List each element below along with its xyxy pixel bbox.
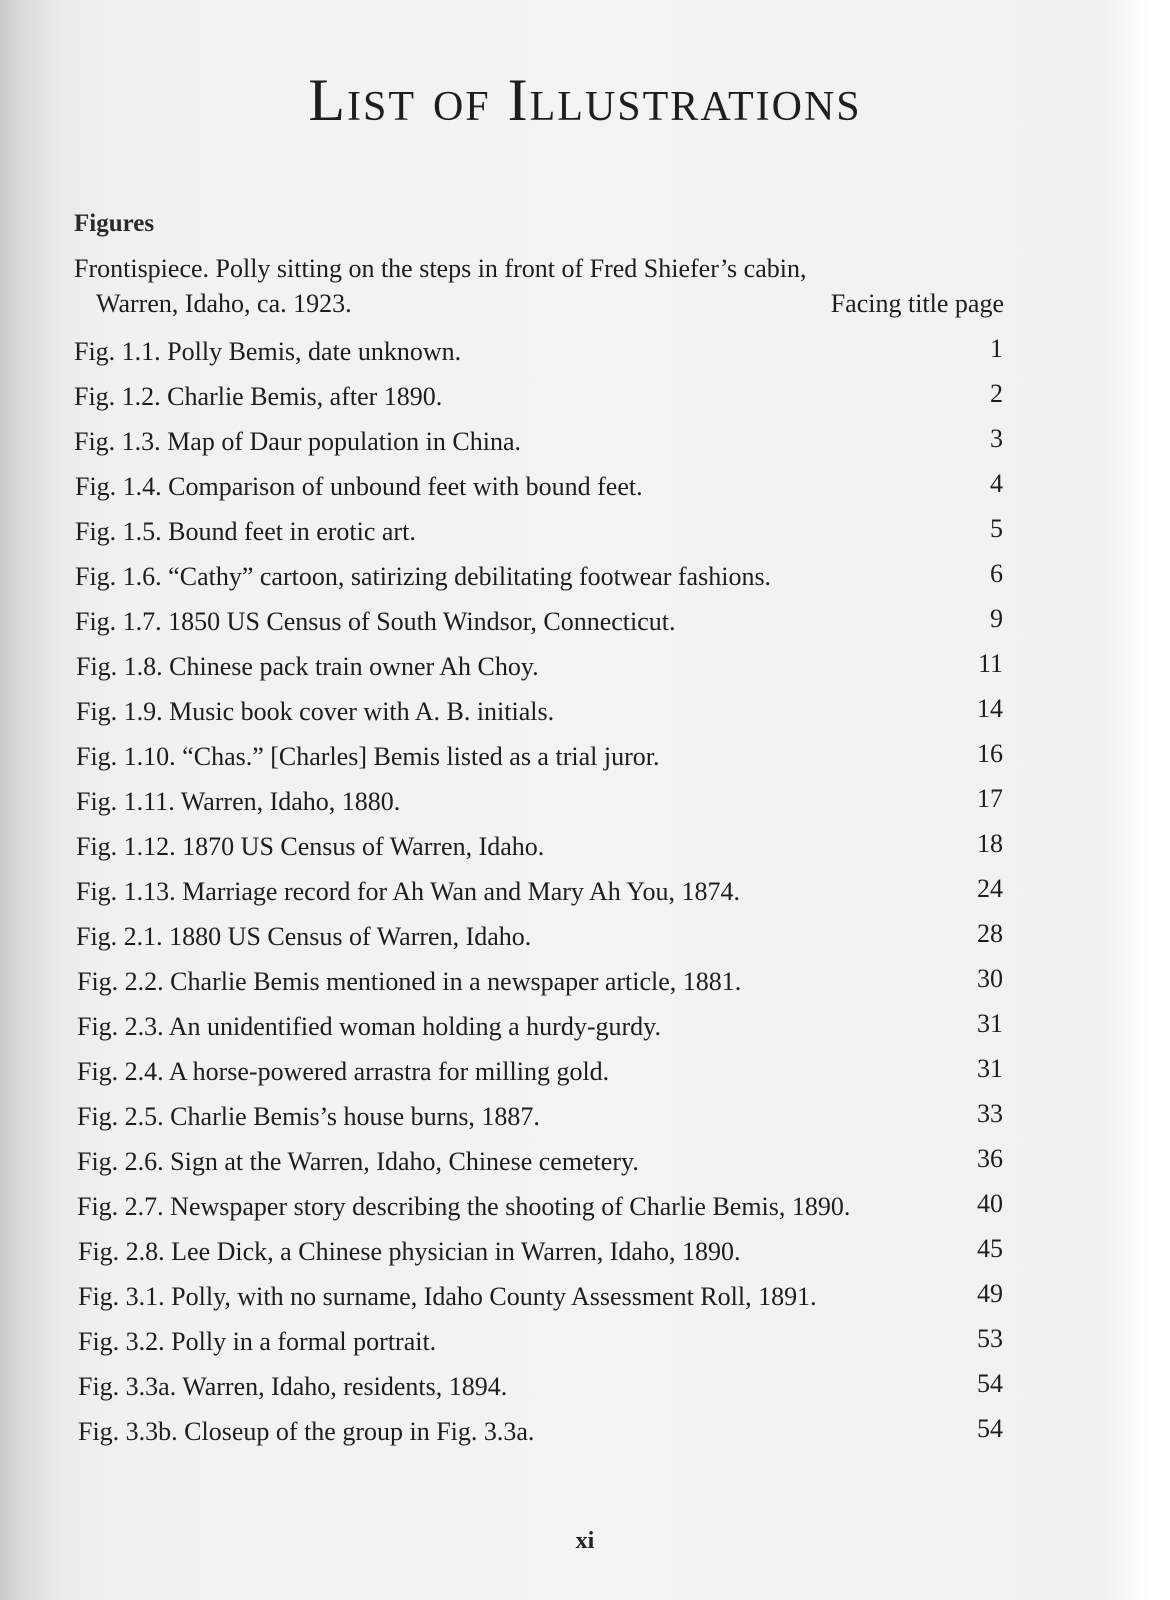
list-item-page: 31 <box>977 1054 1003 1083</box>
list-item: Fig. 1.11. Warren, Idaho, 1880. <box>76 787 401 816</box>
list-item-page: 36 <box>977 1144 1003 1173</box>
list-item-page: 30 <box>977 964 1003 993</box>
list-item-page: 17 <box>977 784 1003 813</box>
list-item: Fig. 1.10. “Chas.” [Charles] Bemis listed as a trial juror. <box>76 742 660 771</box>
list-item: Fig. 1.1. Polly Bemis, date unknown. <box>74 337 462 366</box>
list-item: Fig. 2.7. Newspaper story describing the shooting of Charlie Bemis, 1890. <box>77 1192 851 1221</box>
list-item: Fig. 1.3. Map of Daur population in China. <box>74 427 522 456</box>
list-item: Fig. 1.5. Bound feet in erotic art. <box>75 517 416 546</box>
list-item-page: 6 <box>990 559 1003 588</box>
list-item-page: 33 <box>977 1099 1003 1128</box>
list-item-page: 11 <box>977 649 1003 678</box>
list-item-page: 53 <box>977 1324 1003 1353</box>
list-item: Fig. 3.2. Polly in a formal portrait. <box>78 1327 437 1356</box>
list-item-page: 31 <box>977 1009 1003 1038</box>
list-item: Fig. 2.1. 1880 US Census of Warren, Idaho. <box>76 922 532 951</box>
list-item: Fig. 1.7. 1850 US Census of South Windsor, Connecticut. <box>75 607 676 636</box>
list-item-page: 9 <box>990 604 1003 633</box>
list-item: Fig. 1.12. 1870 US Census of Warren, Idaho. <box>76 832 545 861</box>
list-item: Fig. 1.6. “Cathy” cartoon, satirizing debilitating footwear fashions. <box>75 562 772 591</box>
section-heading: Figures <box>74 210 155 237</box>
list-item-page: 54 <box>977 1414 1003 1443</box>
list-item-page: 54 <box>977 1369 1003 1398</box>
page-number: xi <box>575 1528 595 1554</box>
list-item: Fig. 1.8. Chinese pack train owner Ah Choy. <box>76 652 539 681</box>
list-item: Fig. 2.5. Charlie Bemis’s house burns, 1887. <box>77 1102 540 1131</box>
page-title: List of Illustrations <box>308 67 862 133</box>
list-item-page: 24 <box>977 874 1003 903</box>
list-item-page: 45 <box>977 1234 1003 1263</box>
list-item-page: 3 <box>990 424 1003 453</box>
list-item-page: 14 <box>977 694 1003 723</box>
list-item: Fig. 3.1. Polly, with no surname, Idaho County Assessment Roll, 1891. <box>78 1282 817 1311</box>
list-item-page: 18 <box>977 829 1003 858</box>
list-item: Fig. 2.3. An unidentified woman holding a hurdy-gurdy. <box>77 1012 661 1041</box>
list-item-page: 40 <box>977 1189 1003 1218</box>
frontispiece-page: Facing title page <box>830 289 1004 318</box>
list-item-page: 16 <box>977 739 1003 768</box>
list-item: Fig. 3.3a. Warren, Idaho, residents, 1894. <box>78 1372 508 1401</box>
list-item: Fig. 1.4. Comparison of unbound feet with bound feet. <box>75 472 643 501</box>
list-item: Fig. 2.6. Sign at the Warren, Idaho, Chinese cemetery. <box>77 1147 639 1176</box>
list-item: Fig. 2.2. Charlie Bemis mentioned in a newspaper article, 1881. <box>77 967 742 996</box>
list-item: Fig. 1.13. Marriage record for Ah Wan and Mary Ah You, 1874. <box>76 877 740 906</box>
list-item-page: 1 <box>990 334 1003 363</box>
list-item-page: 2 <box>990 379 1003 408</box>
frontispiece-caption-line-1: Frontispiece. Polly sitting on the steps in front of Fred Shiefer’s cabin, <box>74 254 807 283</box>
list-item-page: 5 <box>990 514 1003 543</box>
list-item-page: 28 <box>977 919 1003 948</box>
list-item: Fig. 3.3b. Closeup of the group in Fig. 3.3a. <box>78 1417 535 1446</box>
list-item: Fig. 2.4. A horse-powered arrastra for milling gold. <box>77 1057 610 1086</box>
list-item-page: 4 <box>990 469 1003 498</box>
list-item: Fig. 2.8. Lee Dick, a Chinese physician in Warren, Idaho, 1890. <box>78 1237 741 1266</box>
list-item: Fig. 1.2. Charlie Bemis, after 1890. <box>74 382 443 411</box>
list-item: Fig. 1.9. Music book cover with A. B. initials. <box>76 697 555 726</box>
frontispiece-caption-line-2: Warren, Idaho, ca. 1923. <box>96 289 352 318</box>
list-item-page: 49 <box>977 1279 1003 1308</box>
